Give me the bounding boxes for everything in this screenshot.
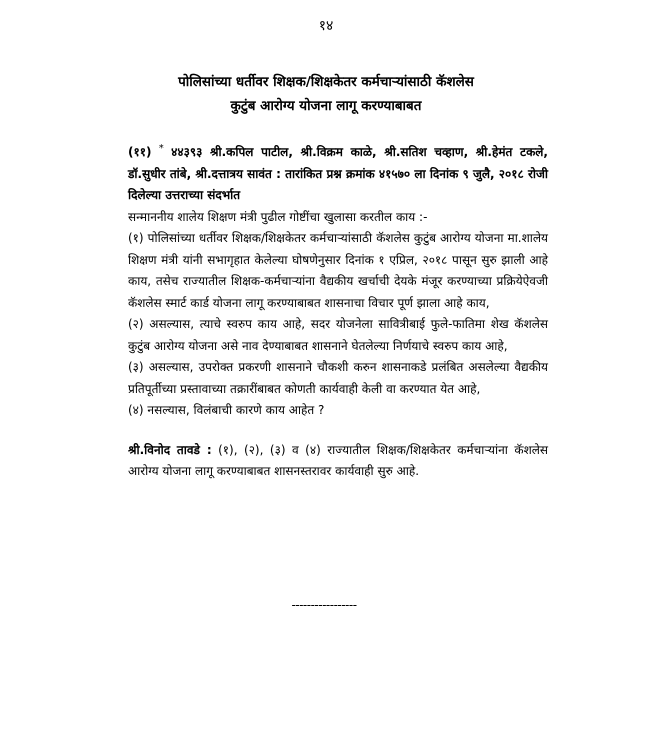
answer-minister: श्री.विनोद तावडे : [128,442,212,457]
question-part-1: (१) पोलिसांच्या धर्तीवर शिक्षक/शिक्षकेतर कर्मचाऱ्यांसाठी कॅशलेस कुटुंब आरोग्य योजना मा.शालेय शिक्षण मंत्री यांनी सभागृहात केलेल्या घोषणेनुसार दिनांक १ एप्रिल, २०१८ पासून सुरु झाली आहे काय, तसेच राज्यातील शिक्षक-कर्मचाऱ्यांना वैद्यकीय खर्चाची देयके मंजूर करण्याच्या प्रक्रियेऐवजी कॅशलेस स्मार्ट कार्ड योजना लागू करण्याबाबत शासनाचा विचार पूर्ण झाला आहे काय, [128,231,548,310]
end-divider: ----------------- [291,598,357,612]
question-part-2: (२) असल्यास, त्याचे स्वरुप काय आहे, सदर योजनेला सावित्रीबाई फुले-फातिमा शेख कॅशलेस कुटुंब आरोग्य योजना असे नाव देण्याबाबत शासनाने घेतलेल्या निर्णयाचे स्वरुप काय आहे, [128,317,548,353]
question-serial: (११) [128,145,152,159]
question-part-3: (३) असल्यास, उपरोक्त प्रकरणी शासनाने चौकशी करुन शासनाकडे प्रलंबित असलेल्या वैद्यकीय प्रतिपूर्तीच्या प्रस्तावाच्या तक्रारींबाबत कोणती कार्यवाही केली वा करण्यात येत आहे, [128,360,548,396]
page-number: १४ [318,18,334,34]
answer-text: (१), (२), (३) व (४) राज्यातील शिक्षक/शिक्षकेतर कर्मचाऱ्यांना कॅशलेस आरोग्य योजना लागू करण्याबाबत शासनस्तरावर कार्यवाही सुरु आहे. [128,442,548,478]
document-body [128,142,548,483]
question-header-text: ४४३९३ श्री.कपिल पाटील, श्री.विक्रम काळे, श्री.सतिश चव्हाण, श्री.हेमंत टकले, डॉ.सुधीर तांबे, श्री.दत्तात्रय सावंत : तारांकित प्रश्न क्रमांक ४१५७० ला दिनांक ९ जुलै, २०१८ रोजी दिलेल्या उत्तराच्या संदर्भात [128,145,548,202]
starred-question-mark: * [158,143,164,154]
answer [128,440,548,483]
document-title [0,70,652,118]
question-intro: सन्माननीय शालेय शिक्षण मंत्री पुढील गोष्टींचा खुलासा करतील काय :- [128,209,428,224]
question-part-4: (४) नसल्यास, विलंबाची कारणे काय आहेत ? [128,403,325,417]
title-line-1: पोलिसांच्या धर्तीवर शिक्षक/शिक्षकेतर कर्मचाऱ्यांसाठी कॅशलेस [178,74,474,90]
title-line-2: कुटुंब आरोग्य योजना लागू करण्याबाबत [230,98,422,114]
question-header [128,142,548,207]
